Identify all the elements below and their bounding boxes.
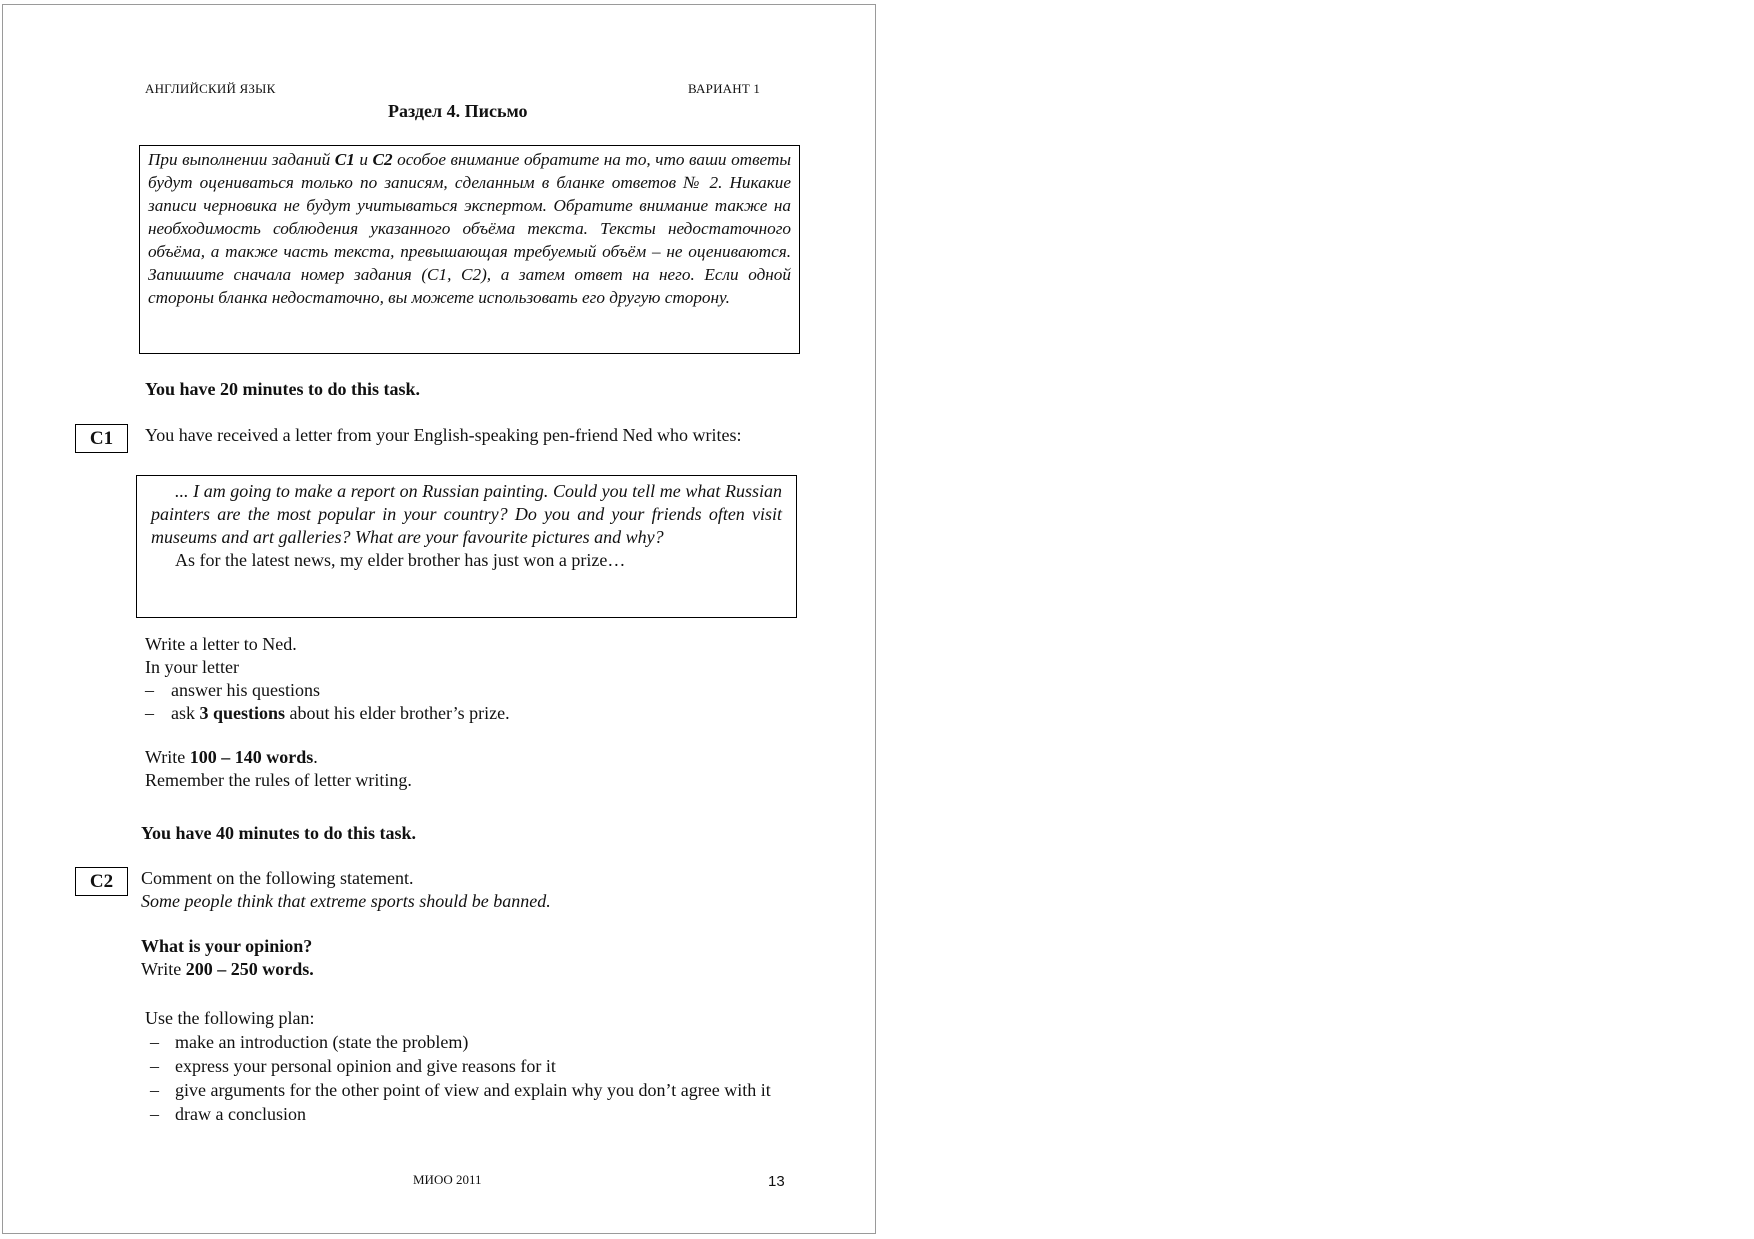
footer-organization: МИОО 2011 <box>413 1172 482 1187</box>
c1-letter-questions: ... I am going to make a report on Russian painting. Could you tell me what Russian painters are the most popular in your country? Do you and your friends often visit museums and art galleries? What are your favourite pictures and why? <box>151 481 782 547</box>
dash-marker: – <box>150 1104 159 1124</box>
instructions-c1: C1 <box>334 150 355 169</box>
c2-plan-item <box>145 1055 789 1078</box>
c2-statement: Some people think that extreme sports should be banned. <box>141 891 551 911</box>
c1-time-limit: You have 20 minutes to do this task. <box>145 379 421 399</box>
instructions-c2: C2 <box>372 150 393 169</box>
c1-bullet <box>145 702 789 725</box>
c1-words-pre: Write <box>145 747 190 767</box>
c2-word-count <box>141 958 789 981</box>
exam-page <box>2 4 876 1234</box>
c1-words-post: . <box>313 747 318 767</box>
c1-words-bold: 100 – 140 words <box>189 747 314 767</box>
instructions-part1: При выполнении заданий <box>148 150 335 169</box>
header-subject: АНГЛИЙСКИЙ ЯЗЫК <box>145 81 276 96</box>
section-title: Раздел 4. Письмо <box>388 101 528 121</box>
c2-task-label: C2 <box>75 867 128 896</box>
c1-remember: Remember the rules of letter writing. <box>145 770 412 790</box>
c2-plan-item <box>145 1079 789 1102</box>
c2-plan-item-text: draw a conclusion <box>175 1104 306 1124</box>
dash-marker: – <box>150 1080 159 1100</box>
c2-opinion: What is your opinion? <box>141 936 313 956</box>
c1-bullet2-post: about his elder brother’s prize. <box>285 703 510 723</box>
c2-plan-intro: Use the following plan: <box>145 1008 315 1028</box>
instructions-box <box>139 145 800 354</box>
c1-bullet-text: answer his questions <box>171 680 320 700</box>
instructions-part2: особое внимание обратите на то, что ваши ответы будут оцениваться только по записям, сделанным в бланке ответов № 2. Никакие записи черновика не будут учитываться экспертом. Обратите внимание также на необходимость соблюдения указанного объёма текста. Тексты недостаточного объёма, а также часть текста, превышающая требуемый объём – не оцениваются. Запишите сначала номер задания (C1, C2), а затем ответ на него. Если одной стороны бланка недостаточно, вы можете использовать его другую сторону. <box>148 150 791 307</box>
c2-plan-item <box>145 1031 789 1054</box>
c1-bullet2-pre: ask <box>171 703 200 723</box>
c1-in-your-letter: In your letter <box>145 657 239 677</box>
c2-plan-item <box>145 1103 789 1126</box>
c2-comment: Comment on the following statement. <box>141 868 414 888</box>
dash-marker: – <box>145 703 154 723</box>
c2-time-limit: You have 40 minutes to do this task. <box>141 823 417 843</box>
c1-bullet <box>145 679 789 702</box>
dash-marker: – <box>150 1032 159 1052</box>
c1-bullet2-bold: 3 questions <box>199 703 286 723</box>
c1-intro: You have received a letter from your English-speaking pen-friend Ned who writes: <box>145 425 742 445</box>
c2-task <box>141 867 789 981</box>
c1-word-count <box>145 746 789 769</box>
c1-write-to: Write a letter to Ned. <box>145 634 297 654</box>
header-variant: ВАРИАНТ 1 <box>688 81 761 96</box>
c1-letter-box <box>136 475 797 618</box>
c2-words-bold: 200 – 250 words. <box>185 959 314 979</box>
page-number: 13 <box>768 1173 785 1190</box>
dash-marker: – <box>150 1056 159 1076</box>
c1-letter-news: As for the latest news, my elder brother has just won a prize… <box>175 550 626 570</box>
c2-words-pre: Write <box>141 959 186 979</box>
c1-task-label: C1 <box>75 424 128 453</box>
instructions-and: и <box>354 150 373 169</box>
c2-plan-item-text: express your personal opinion and give reasons for it <box>175 1056 556 1076</box>
c2-plan-item-text: give arguments for the other point of view and explain why you don’t agree with it <box>175 1080 771 1100</box>
c2-plan <box>145 1007 789 1126</box>
c2-plan-item-text: make an introduction (state the problem) <box>175 1032 469 1052</box>
dash-marker: – <box>145 680 154 700</box>
c1-instructions <box>145 633 789 792</box>
